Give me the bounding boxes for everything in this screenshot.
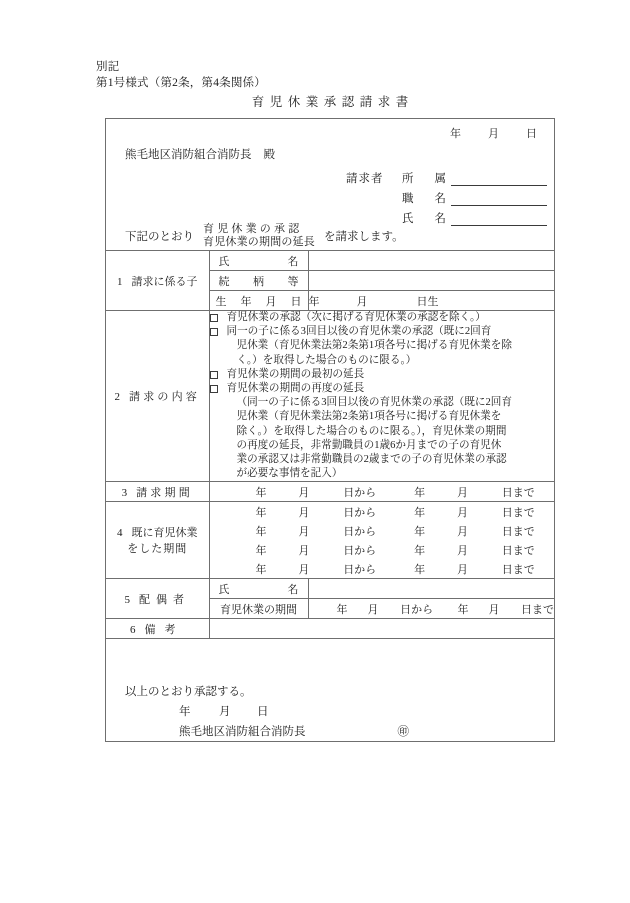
approval-statement: 以上のとおり承認する。 [125,686,252,698]
table-row [106,502,554,579]
checkbox-icon[interactable] [210,328,218,336]
requester-field-affiliation [346,166,547,186]
submission-date-day: 日 [526,128,538,140]
requester-position-input[interactable] [451,191,547,206]
approval-date-month: 月 [219,706,231,718]
page-title: 育児休業承認請求書 [251,95,414,109]
claim-prefix: 下記のとおり [125,230,194,243]
s3-year-to: 年 [414,486,426,499]
claim-option-approval[interactable]: 育児休業の承認 [203,223,303,235]
checkbox-label: 同一の子に係る3回目以後の育児休業の承認（既に2回育 児休業（育児休業法第2条第1項各号に掲げる育児休業を除 く。）を取得した場合のものに限る。） [226,326,512,366]
section-1-birthdate-value[interactable]: 年 月 日生 [308,291,554,311]
section-1-label: 1 請求に係る子 [106,251,209,311]
seal-icon: ㊞ [397,726,409,738]
submission-date-month: 月 [488,128,500,140]
requester-label: 請求者 [346,173,384,185]
requester-name-label: 氏 名 [402,213,446,225]
requester-name-input[interactable] [451,211,547,226]
section-2-content [209,311,554,482]
table-row [106,311,554,482]
s3-month-from: 月 [298,486,310,499]
section-1-birthdate-sublabel: 生 年 月 日 [209,291,308,311]
section-5-period-value[interactable]: 年 月 日から 年 月 日まで [308,599,554,619]
claim-option-extension[interactable]: 育児休業の期間の延長 [203,235,315,248]
approval-signer: 熊毛地区消防組合消防長 [179,726,306,738]
addressee-honorific: 殿 [263,149,275,161]
checkbox-icon[interactable] [210,314,218,322]
addressee-name: 熊毛地区消防組合消防長 [125,149,252,161]
approval-date[interactable] [179,703,269,719]
checkbox-item[interactable] [210,368,555,382]
table-row [106,579,554,599]
table-row [106,251,554,271]
section-5-name-value[interactable] [308,579,554,599]
form-table [106,250,554,639]
claim-suffix: を請求します。 [324,230,404,243]
requester-affiliation-input[interactable] [451,171,547,186]
checkbox-item[interactable] [210,382,555,396]
section-4-periods[interactable]: 年 月 日から 年 月 日まで 年 月 日から 年 月 日まで 年 月 日から 年 月 日まで 年 月 日から 年 月 日まで [209,502,554,579]
checkbox-icon[interactable] [210,371,218,379]
s3-month-to: 月 [456,486,468,499]
document-form-number: 第1号様式（第2条，第4条関係） [96,77,266,89]
section-2-label: 2 請求の内容 [106,311,209,482]
section-1-name-value[interactable] [308,251,554,271]
approval-date-day: 日 [257,706,269,718]
section-6-value[interactable] [209,619,554,639]
submission-date-year: 年 [450,128,462,140]
checkbox-label: 育児休業の承認（次に掲げる育児休業の承認を除く。） [226,312,486,323]
claim-statement [125,223,404,248]
section-4-label-text: 既に育児休業 をした期間 [127,527,198,556]
claim-options [203,223,315,248]
section-5-name-sublabel: 氏 名 [209,579,308,599]
section-1-name-sublabel: 氏 名 [209,251,308,271]
s3-year-from: 年 [255,486,267,499]
approval-block [106,677,554,741]
section-3-period[interactable] [209,482,554,502]
checkbox-item[interactable] [210,311,555,325]
section-5-period-sublabel: 育児休業の期間 [209,599,308,619]
addressee-line [125,146,275,162]
section-5-label: 5 配偶者 [106,579,209,619]
requester-block [346,166,547,226]
submission-date [450,125,538,141]
checkbox-label: 育児休業の期間の再度の延長 [226,383,365,395]
requester-position-label: 職 名 [402,193,446,205]
table-row [106,482,554,502]
document-bekki-label: 別記 [96,61,120,73]
section-6-label: 6 備考 [106,619,209,639]
section-3-label: 3 請求期間 [106,482,209,502]
form-frame [105,118,555,742]
section-1-relation-value[interactable] [308,271,554,291]
s3-day-to: 日まで [501,486,535,499]
section-1-relation-sublabel: 続 柄 等 [209,271,308,291]
table-row [106,619,554,639]
requester-affiliation-label: 所 属 [402,173,446,185]
checkbox-item[interactable] [210,325,555,368]
approval-signer-line [179,723,409,739]
s3-day-from: 日から [343,486,377,499]
section-4-label: 4 既に育児休業 をした期間 [106,502,209,579]
requester-field-position [346,186,547,206]
section-2-note: （同一の子に係る3回目以後の育児休業の承認（既に2回育 児休業（育児休業法第2条第1項各号に掲げる育児休業を 除く。）を取得した場合のものに限る。），育児休業の期間 の再度の延長，非常勤職員の1歳6か月までの子の育児休 業の承認又は非常勤職員の2歳までの子の育児休業の承認 が必要な事情を記入） [236,397,512,480]
checkbox-label: 育児休業の期間の最初の延長 [226,368,365,380]
preamble-block [106,119,554,250]
checkbox-icon[interactable] [210,385,218,393]
approval-date-year: 年 [179,706,191,718]
